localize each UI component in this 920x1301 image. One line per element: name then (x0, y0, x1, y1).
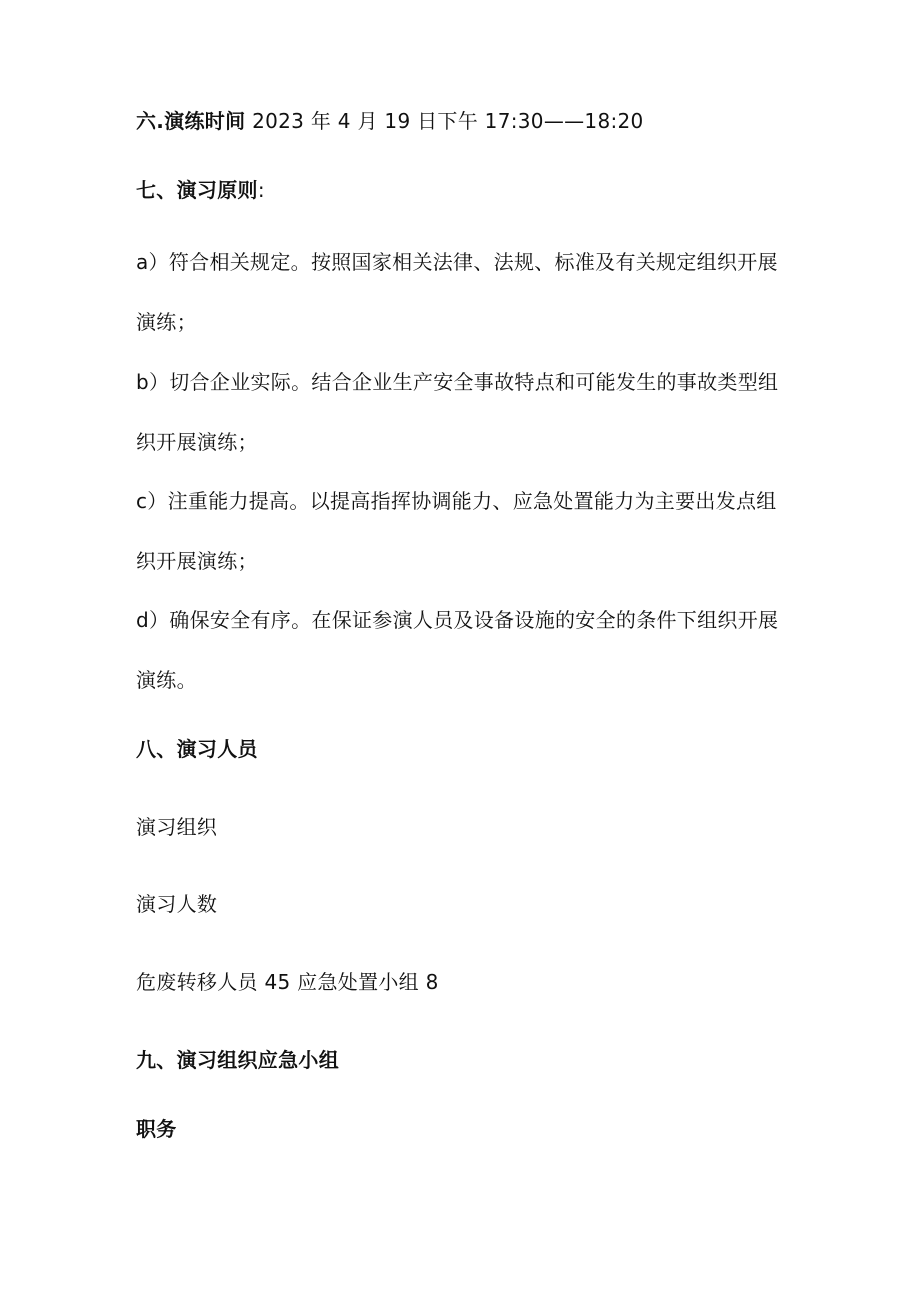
drill-time-line (136, 107, 786, 135)
personnel-count-row: 危废转移人员 45 应急处置小组 8 (136, 970, 439, 994)
principle-item-c: c）注重能力提高。以提高指挥协调能力、应急处置能力为主要出发点组织开展演练； (136, 489, 777, 573)
principles-colon: : (257, 178, 265, 202)
drill-time-heading: 六.演练时间 (136, 109, 246, 133)
principles-heading: 七、演习原则 (136, 178, 258, 202)
personnel-count-label: 演习人数 (136, 892, 218, 916)
emergency-group-heading: 九、演习组织应急小组 (136, 1048, 339, 1072)
principle-item-d: d）确保安全有序。在保证参演人员及设备设施的安全的条件下组织开展演练。 (136, 608, 779, 692)
principle-item-b: b）切合企业实际。结合企业生产安全事故特点和可能发生的事故类型组织开展演练； (136, 370, 779, 454)
duty-label: 职务 (136, 1117, 177, 1141)
principles-heading-line (136, 176, 786, 204)
personnel-heading: 八、演习人员 (136, 737, 258, 761)
principle-item-a: a）符合相关规定。按照国家相关法律、法规、标准及有关规定组织开展演练； (136, 250, 778, 334)
drill-time-text: 2023 年 4 月 19 日下午 17:30——18:20 (245, 109, 644, 133)
personnel-org-label: 演习组织 (136, 815, 218, 839)
